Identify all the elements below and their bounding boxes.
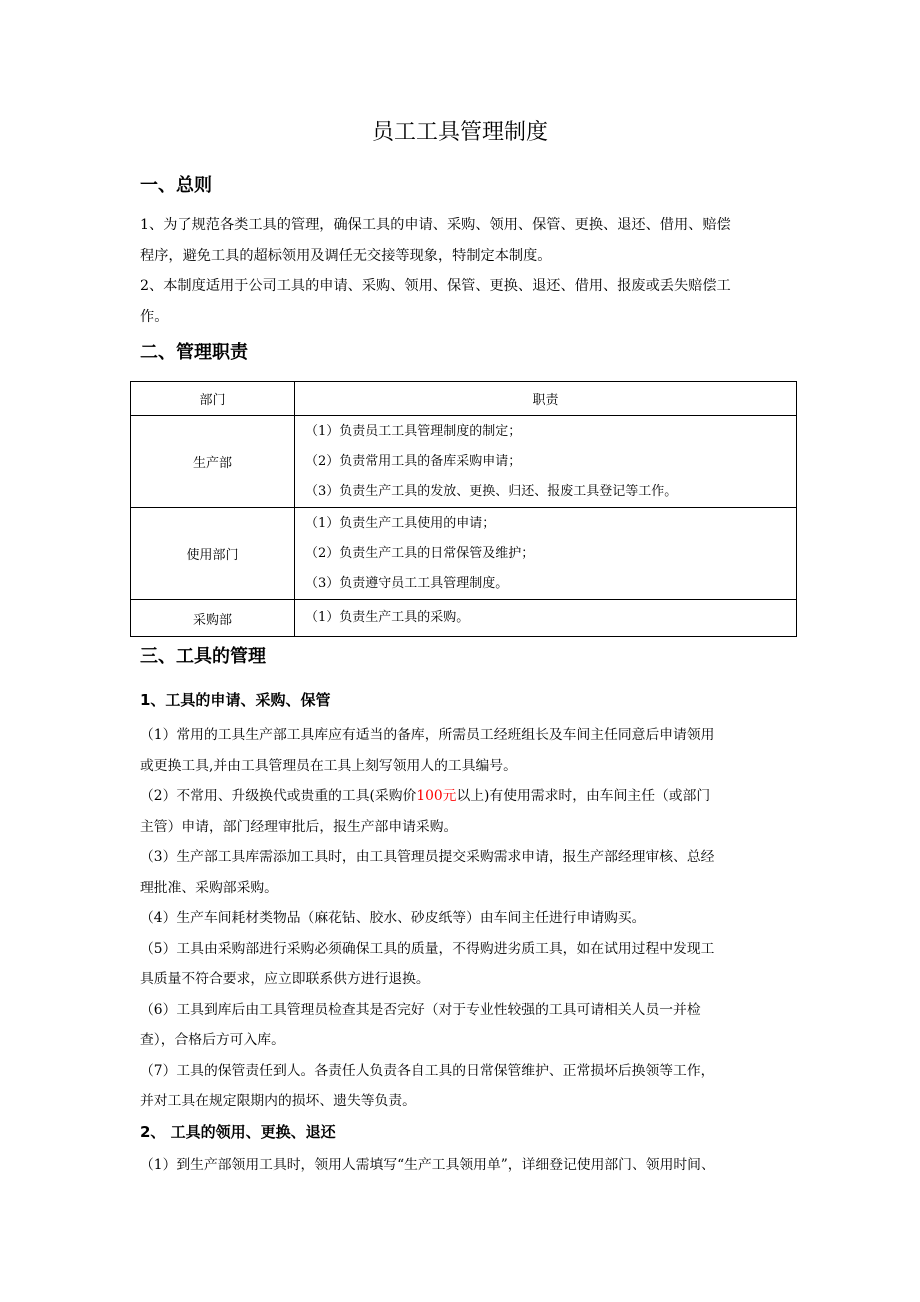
item-line: 理批准、采购部采购。 <box>140 879 278 896</box>
general-p2-line1: 2、本制度适用于公司工具的申请、采购、领用、保管、更换、退还、借用、报废或丢失赔偿工 <box>140 278 731 294</box>
item-line: 并对工具在规定限期内的损坏、遗失等负责。 <box>140 1093 416 1109</box>
table-header-row <box>131 382 797 416</box>
duty-line: （2）负责生产工具的日常保管及维护； <box>305 545 535 561</box>
item-line: （3）生产部工具库需添加工具时，由工具管理员提交采购需求申请，报生产部经理审核、总经 <box>140 849 715 865</box>
duty-line: （1）负责生产工具使用的申请； <box>305 515 496 531</box>
general-paragraphs <box>140 210 800 332</box>
section-heading-tool-management: 三、工具的管理 <box>140 646 266 667</box>
duty-line: （3）负责生产工具的发放、更换、归还、报废工具登记等工作。 <box>305 483 678 499</box>
item-line: 查），合格后方可入库。 <box>140 1032 285 1048</box>
item-line: （6）工具到库后由工具管理员检查其是否完好（对于专业性较强的工具可请相关人员一并检 <box>140 1001 701 1018</box>
duty-line: （2）负责常用工具的备库采购申请； <box>305 453 522 469</box>
item-line: 或更换工具,并由工具管理员在工具上刻写领用人的工具编号。 <box>140 757 517 774</box>
table-cell-duties <box>295 508 797 600</box>
item-line: 具质量不符合要求，应立即联系供方进行退换。 <box>140 971 430 987</box>
item-line: 主管）申请，部门经理审批后，报生产部申请采购。 <box>140 818 458 835</box>
table-cell-duties <box>295 416 797 508</box>
item-text: 以上)有使用需求时，由车间主任（或部门 <box>456 788 711 804</box>
item-line: （1）常用的工具生产部工具库应有适当的备库，所需员工经班组长及车间主任同意后申请领用 <box>140 727 715 743</box>
subsection-heading-use-return: 2、 工具的领用、更换、退还 <box>140 1123 336 1141</box>
duty-line: （1）负责员工工具管理制度的制定； <box>305 423 522 439</box>
table-row <box>131 600 797 637</box>
section-heading-general: 一、总则 <box>140 175 212 196</box>
table-cell-dept: 采购部 <box>131 600 295 637</box>
general-p1-line1: 1、为了规范各类工具的管理，确保工具的申请、采购、领用、保管、更换、退还、借用、赔偿 <box>140 217 731 233</box>
table-cell-duties <box>295 600 797 637</box>
general-p2-line2: 作。 <box>140 308 169 325</box>
price-highlight: 100元 <box>416 788 457 804</box>
item-line: （7）工具的保管责任到人。各责任人负责各自工具的日常保管维护、正常损坏后换领等工作， <box>140 1062 715 1079</box>
general-p1-line2: 程序，避免工具的超标领用及调任无交接等现象，特制定本制度。 <box>140 247 552 264</box>
item-text: （2）不常用、升级换代或贵重的工具(采购价 <box>140 788 417 804</box>
item-line: （4）生产车间耗材类物品（麻花钻、胶水、砂皮纸等）由车间主任进行申请购买。 <box>140 910 646 926</box>
document-title: 员工工具管理制度 <box>371 120 548 145</box>
duty-line: （1）负责生产工具的采购。 <box>305 610 470 625</box>
item-line: （1）到生产部领用工具时，领用人需填写“生产工具领用单”，详细登记使用部门、领用时间、 <box>140 1157 715 1173</box>
apply-purchase-paragraphs <box>140 720 800 1117</box>
responsibility-table <box>130 381 797 637</box>
item-line-with-price <box>140 781 800 812</box>
duty-line: （3）负责遵守员工工具管理制度。 <box>305 575 509 591</box>
table-cell-dept: 生产部 <box>131 416 295 508</box>
table-header-duty: 职责 <box>295 382 797 416</box>
subsection-heading-apply-purchase: 1、工具的申请、采购、保管 <box>140 691 331 709</box>
item-line: （5）工具由采购部进行采购必须确保工具的质量，不得购进劣质工具，如在试用过程中发现工 <box>140 940 715 957</box>
table-row <box>131 416 797 508</box>
table-row <box>131 508 797 600</box>
section-heading-responsibilities: 二、管理职责 <box>140 342 248 363</box>
table-cell-dept: 使用部门 <box>131 508 295 600</box>
table-header-dept: 部门 <box>131 382 295 416</box>
use-return-paragraphs <box>140 1150 800 1181</box>
